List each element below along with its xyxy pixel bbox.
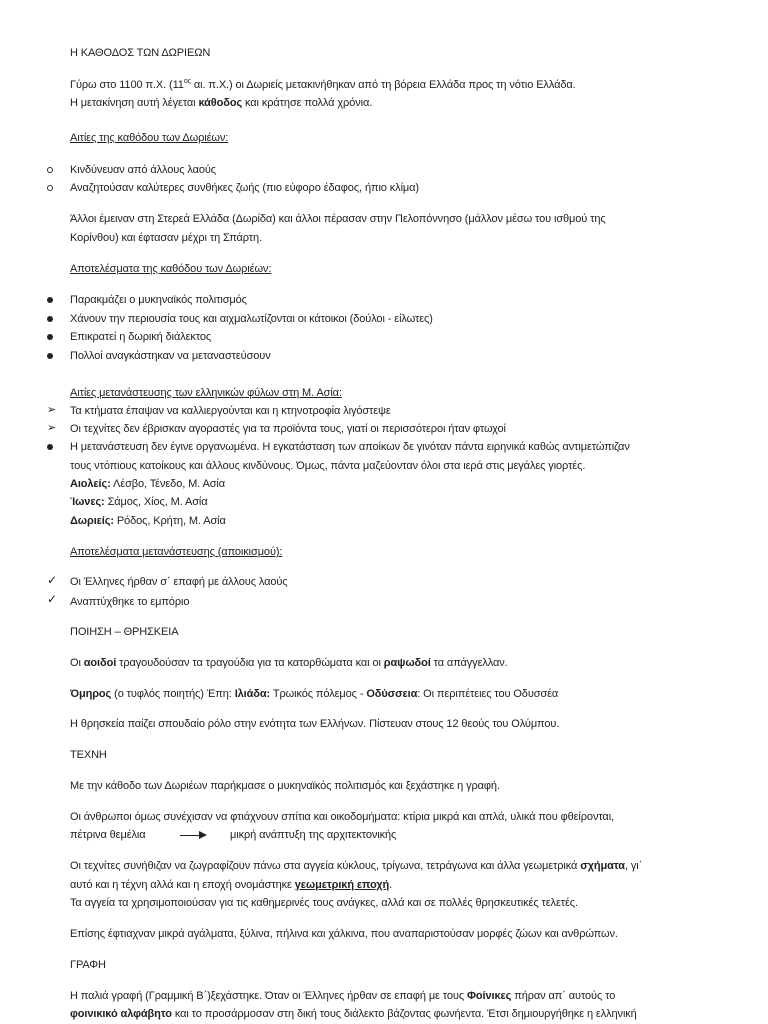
- text-run: αυτό και η τέχνη αλλά και η εποχή ονομάστηκε: [70, 879, 295, 891]
- intro2-text-b: και κράτησε πολλά χρόνια.: [242, 97, 373, 109]
- intro-line-2: [70, 96, 372, 110]
- tribe-places: Ρόδος, Κρήτη, Μ. Ασία: [113, 515, 226, 527]
- intro-text-b: αι. π.Χ.) οι Δωριείς μετακινήθηκαν από τη βόρεια Ελλάδα προς τη νότιο Ελλάδα.: [190, 79, 576, 91]
- text-run: τραγουδούσαν τα τραγούδια για τα κατορθώματα και οι: [116, 657, 384, 669]
- result-item: Επικρατεί η δωρική διάλεκτος: [70, 331, 212, 343]
- text-run: και το προσάρμοσαν στη δική τους διάλεκτο βάζοντας φωνήεντα. Έτσι δημιουργήθηκε η ελληνική: [171, 1008, 637, 1020]
- text-run: Οι: [70, 657, 84, 669]
- migration-heading: Αιτίες μετανάστευσης των ελληνικών φύλων στη Μ. Ασία:: [70, 387, 342, 399]
- intro-line-1: [70, 78, 576, 92]
- bullet-icon: [47, 293, 53, 303]
- art-line-7: Επίσης έφτιαχναν μικρά αγάλματα, ξύλινα, πήλινα και χάλκινα, που αναπαριστούσαν μορφές ζώων και ανθρώπων.: [70, 928, 618, 940]
- migration-cause-item: Τα κτήματα έπαψαν να καλλιεργούνται και η κτηνοτροφία λιγόστεψε: [70, 405, 391, 417]
- text-run: Η παλιά γραφή (Γραμμική Β΄)ξεχάστηκε. Όταν οι Έλληνες ήρθαν σε επαφή με τους: [70, 990, 467, 1002]
- art-line-2: Οι άνθρωποι όμως συνέχισαν να φτιάχνουν σπίτια και οικοδομήματα: κτίρια μικρά και απλά, υλικά που φθείρονται,: [70, 811, 614, 823]
- result-item: Παρακμάζει ο μυκηναϊκός πολιτισμός: [70, 294, 247, 306]
- bullet-icon: [47, 349, 53, 359]
- tribe-line: [70, 514, 226, 528]
- hollow-bullet-icon: [47, 181, 53, 191]
- tribe-line: [70, 477, 225, 491]
- checkmark-icon: ✓: [47, 592, 57, 606]
- text-run: (ο τυφλός ποιητής) Έπη:: [111, 688, 235, 700]
- art-line-3-left: πέτρινα θεμέλια: [70, 829, 146, 841]
- art-line-6: Τα αγγεία τα χρησιμοποιούσαν για τις καθημερινές τους ανάγκες, αλλά και σε πολλές θρησκευτικές τελετές.: [70, 897, 578, 909]
- text-run: .: [389, 879, 393, 891]
- art-line-5: [70, 878, 392, 892]
- intro2-bold: κάθοδος: [198, 97, 243, 109]
- text-run: πήραν απ΄ αυτούς το: [511, 990, 616, 1002]
- writing-heading: ΓΡΑΦΗ: [70, 959, 106, 971]
- document-title: Η ΚΑΘΟΔΟΣ ΤΩΝ ΔΩΡΙΕΩΝ: [70, 47, 211, 59]
- text-run: , γι΄: [624, 860, 643, 872]
- bold-term: Ιλιάδα:: [234, 688, 271, 700]
- writing-line-1: [70, 989, 615, 1003]
- art-line-4: [70, 859, 642, 873]
- checkmark-icon: ✓: [47, 573, 57, 587]
- writing-line-2: [70, 1007, 637, 1021]
- art-line-1: Με την κάθοδο των Δωριέων παρήκμασε ο μυκηναϊκός πολιτισμός και ξεχάστηκε η γραφή.: [70, 780, 500, 792]
- tribe-name: Ίωνες:: [70, 496, 105, 508]
- tribe-name: Δωριείς:: [70, 515, 114, 527]
- intro-superscript: ος: [183, 78, 191, 85]
- result-item: Χάνουν την περιουσία τους και αιχμαλωτίζονται οι κάτοικοι (δούλοι - είλωτες): [70, 313, 433, 325]
- cause-item: Κινδύνευαν από άλλους λαούς: [70, 164, 216, 176]
- bold-term: Όμηρος: [70, 688, 112, 700]
- colonization-result-item: Αναπτύχθηκε το εμπόριο: [70, 596, 190, 608]
- art-line-3-right: μικρή ανάπτυξη της αρχιτεκτονικής: [230, 829, 397, 841]
- causes-paragraph-line-1: Άλλοι έμειναν στη Στερεά Ελλάδα (Δωρίδα) και άλλοι πέρασαν στην Πελοπόννησο (μάλλον μέσω του ισθμού της: [70, 213, 606, 225]
- poetry-line-1: [70, 656, 508, 670]
- arrowhead-bullet-icon: ➢: [47, 404, 57, 416]
- bullet-icon: [47, 312, 53, 322]
- art-heading: ΤΕΧΝΗ: [70, 749, 107, 761]
- text-run: Οι τεχνίτες συνήθιζαν να ζωγραφίζουν πάνω στα αγγεία κύκλους, τρίγωνα, τετράγωνα και άλλα γεωμετρικά: [70, 860, 581, 872]
- intro2-text-a: Η μετακίνηση αυτή λέγεται: [70, 97, 199, 109]
- bold-term: αοιδοί: [83, 657, 117, 669]
- migration-bullet-line-2: τους ντόπιους κατοίκους και άλλους κινδύνους. Όμως, πάντα μαζεύονταν όλοι στα ιερά στις μεγάλες γιορτές.: [70, 460, 586, 472]
- colonization-heading: Αποτελέσματα μετανάστευσης (αποικισμού):: [70, 546, 283, 558]
- migration-bullet-line-1: Η μετανάστευση δεν έγινε οργανωμένα. Η εγκατάσταση των αποίκων δε γινόταν πάντα ειρηνικά καθώς αντιμετώπιζαν: [70, 441, 630, 453]
- tribe-places: Σάμος, Χίος, Μ. Ασία: [104, 496, 208, 508]
- text-run: Τρωικός πόλεμος -: [270, 688, 367, 700]
- migration-cause-item: Οι τεχνίτες δεν έβρισκαν αγοραστές για τα προϊόντα τους, γιατί οι περισσότεροι ήταν φτωχοί: [70, 423, 506, 435]
- bold-term: ραψωδοί: [383, 657, 431, 669]
- arrowhead-bullet-icon: ➢: [47, 422, 57, 434]
- bullet-icon: [47, 440, 53, 450]
- bold-term: φοινικικό αλφάβητο: [70, 1008, 172, 1020]
- text-run: : Οι περιπέτειες του Οδυσσέα: [417, 688, 559, 700]
- tribe-name: Αιολείς:: [70, 478, 111, 490]
- bold-term: σχήματα: [580, 860, 625, 872]
- poetry-line-2: [70, 687, 558, 701]
- tribe-places: Λέσβο, Τένεδο, Μ. Ασία: [110, 478, 226, 490]
- bold-term: γεωμετρική εποχή: [294, 879, 390, 891]
- hollow-bullet-icon: [47, 163, 53, 173]
- result-item: Πολλοί αναγκάστηκαν να μεταναστεύσουν: [70, 350, 271, 362]
- bullet-icon: [47, 330, 53, 340]
- cause-item: Αναζητούσαν καλύτερες συνθήκες ζωής (πιο εύφορο έδαφος, ήπιο κλίμα): [70, 182, 419, 194]
- colonization-result-item: Οι Έλληνες ήρθαν σ΄ επαφή με άλλους λαούς: [70, 576, 288, 588]
- religion-line: Η θρησκεία παίζει σπουδαίο ρόλο στην ενότητα των Ελλήνων. Πίστευαν στους 12 θεούς του Ολύμπου.: [70, 718, 560, 730]
- text-run: τα απάγγελλαν.: [430, 657, 508, 669]
- causes-paragraph-line-2: Κορίνθου) και έφτασαν μέχρι τη Σπάρτη.: [70, 232, 263, 244]
- results-heading: Αποτελέσματα της καθόδου των Δωριέων:: [70, 263, 272, 275]
- causes-heading: Αιτίες της καθόδου των Δωριέων:: [70, 132, 229, 144]
- bold-term: Φοίνικες: [467, 990, 512, 1002]
- bold-term: Οδύσσεια: [366, 688, 418, 700]
- tribe-line: [70, 495, 208, 509]
- poetry-heading: ΠΟΙΗΣΗ – ΘΡΗΣΚΕΙΑ: [70, 626, 179, 638]
- intro-text-a: Γύρω στο 1100 π.Χ. (11: [70, 79, 184, 91]
